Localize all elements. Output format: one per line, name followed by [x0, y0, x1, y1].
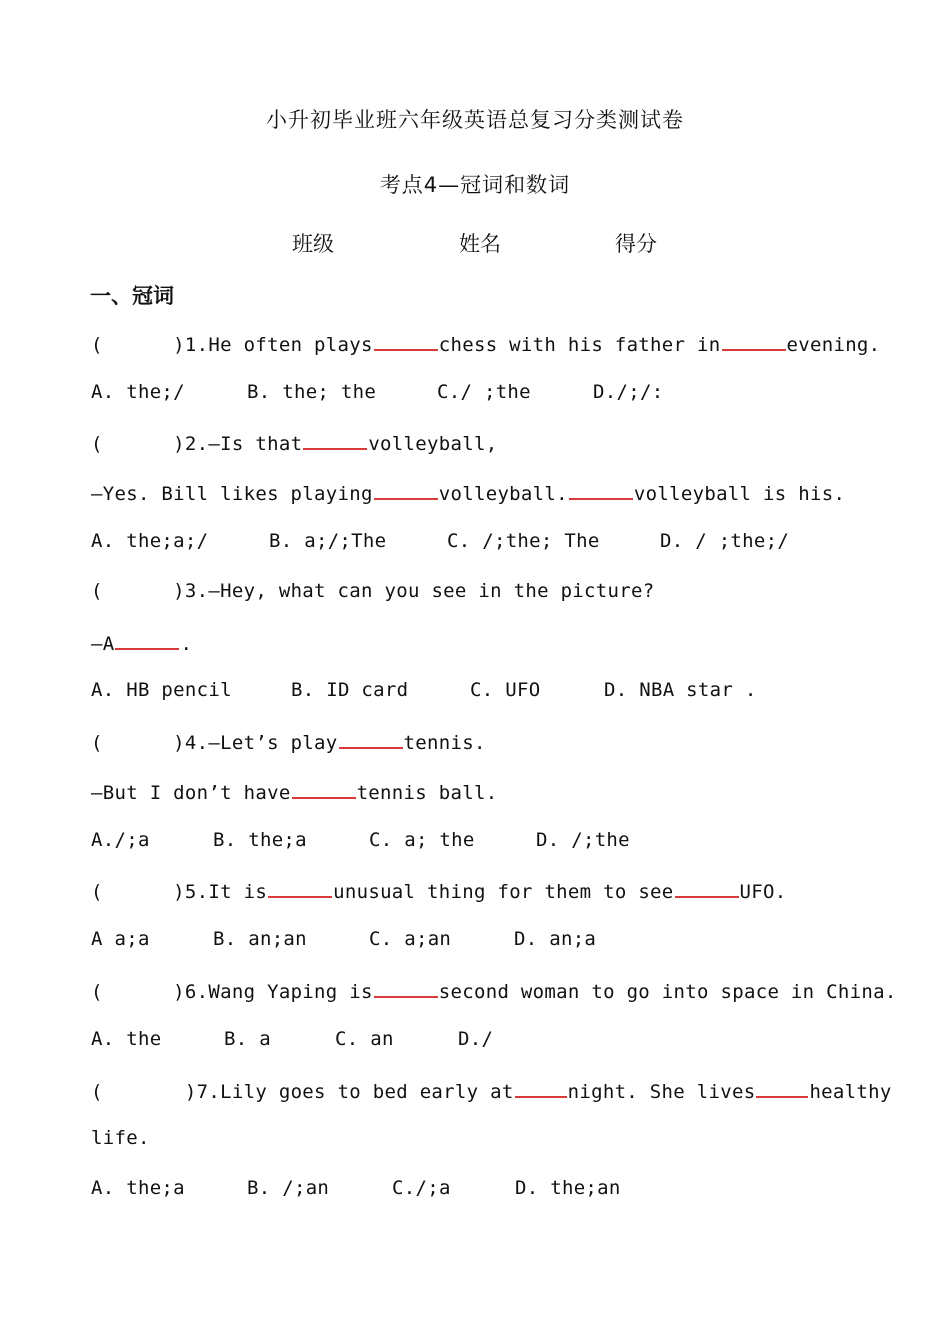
options-6	[91, 1028, 493, 1050]
option-c: C. /;the; The	[447, 530, 600, 552]
answer-blank	[374, 331, 438, 351]
question-1: ( )1.He often plays chess with his father in evening.	[91, 331, 880, 356]
answer-blank	[569, 480, 633, 500]
field-class: 班级	[292, 232, 334, 256]
options-1	[91, 381, 663, 403]
option-c: C. a;an	[369, 928, 452, 950]
question-6: ( )6.Wang Yaping is second woman to go into space in China.	[91, 978, 897, 1003]
options-7	[91, 1177, 621, 1199]
options-5	[91, 928, 596, 950]
answer-blank	[675, 878, 739, 898]
question-4: ( )4.—Let’s play tennis.	[91, 729, 486, 754]
option-d: D. the;an	[515, 1177, 621, 1199]
option-c: C. an	[335, 1028, 394, 1050]
option-d: D. NBA star .	[604, 679, 757, 701]
option-b: B. /;an	[247, 1177, 330, 1199]
option-a: A. the;a	[91, 1177, 185, 1199]
answer-blank	[374, 978, 438, 998]
answer-blank	[339, 729, 403, 749]
question-2: ( )2.—Is that volleyball,	[91, 430, 497, 455]
option-d: D./;/:	[593, 381, 664, 403]
option-b: B. a	[224, 1028, 271, 1050]
option-b: B. an;an	[213, 928, 307, 950]
option-a: A a;a	[91, 928, 150, 950]
question-2-line-2: —Yes. Bill likes playing volleyball. volleyball is his.	[91, 480, 845, 505]
option-a: A. HB pencil	[91, 679, 232, 701]
option-c: C. a; the	[369, 829, 475, 851]
document-title: 小升初毕业班六年级英语总复习分类测试卷	[266, 108, 684, 132]
answer-blank	[115, 630, 179, 650]
question-4-line-2: —But I don’t have tennis ball.	[91, 779, 497, 804]
option-d: D. / ;the;/	[660, 530, 790, 552]
answer-blank	[722, 331, 786, 351]
option-c: C. UFO	[470, 679, 541, 701]
option-b: B. ID card	[291, 679, 409, 701]
answer-blank	[515, 1078, 567, 1098]
option-c: C./;a	[392, 1177, 451, 1199]
option-c: C./ ;the	[437, 381, 531, 403]
field-name: 姓名	[459, 232, 501, 256]
options-2	[91, 530, 789, 552]
option-a: A./;a	[91, 829, 150, 851]
answer-blank	[268, 878, 332, 898]
answer-blank	[292, 779, 356, 799]
question-7: ( )7.Lily goes to bed early at night. She lives healthy	[91, 1078, 892, 1103]
option-d: D./	[458, 1028, 494, 1050]
option-d: D. an;a	[514, 928, 597, 950]
answer-blank	[374, 480, 438, 500]
option-d: D. /;the	[536, 829, 630, 851]
option-a: A. the;/	[91, 381, 185, 403]
option-b: B. a;/;The	[269, 530, 387, 552]
section-heading: 一、冠词	[90, 284, 174, 308]
option-a: A. the;a;/	[91, 530, 209, 552]
options-3	[91, 679, 757, 701]
option-a: A. the	[91, 1028, 162, 1050]
answer-blank	[303, 430, 367, 450]
question-5: ( )5.It is unusual thing for them to see UFO.	[91, 878, 787, 903]
option-b: B. the;a	[213, 829, 307, 851]
question-3-line-2: —A .	[91, 630, 192, 655]
answer-blank	[756, 1078, 808, 1098]
document-subtitle: 考点4—冠词和数词	[379, 173, 571, 197]
question-3: ( )3.—Hey, what can you see in the picture?	[91, 580, 655, 602]
question-7-line-2: life.	[91, 1127, 150, 1149]
option-b: B. the; the	[247, 381, 377, 403]
options-4	[91, 829, 630, 851]
field-score: 得分	[615, 232, 657, 256]
